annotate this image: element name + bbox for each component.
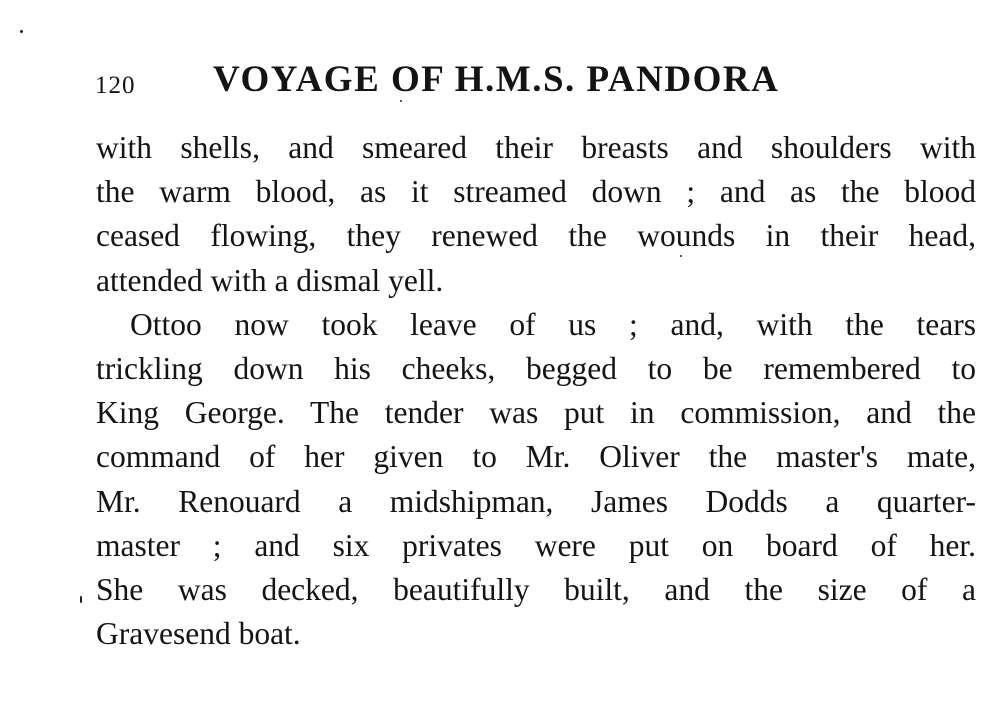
text-line: Mr. Renouard a midshipman, James Dodds a quarter-	[96, 483, 976, 519]
scan-speck	[400, 100, 402, 102]
paragraph-first-line: Ottoo now took leave of us ; and, with the tears	[130, 306, 976, 342]
body-text	[96, 126, 976, 656]
text-line: trickling down his cheeks, begged to be remembered to	[96, 350, 976, 386]
text-line: attended with a dismal yell.	[96, 262, 444, 298]
running-title: VOYAGE OF H.M.S. PANDORA	[213, 59, 780, 100]
scan-speck	[80, 596, 82, 603]
text-line: command of her given to Mr. Oliver the master's mate,	[96, 439, 976, 475]
text-line: She was decked, beautifully built, and the size of a	[96, 571, 976, 607]
scan-speck	[680, 255, 682, 257]
scan-speck	[20, 30, 23, 33]
text-line: with shells, and smeared their breasts and shoulders with	[96, 130, 976, 165]
text-line: Gravesend boat.	[96, 616, 301, 652]
page-header	[95, 52, 875, 112]
text-line: ceased flowing, they renewed the wounds in their head,	[96, 218, 976, 254]
text-line: King George. The tender was put in commission, and the	[96, 395, 976, 431]
text-line: the warm blood, as it streamed down ; and as the blood	[96, 174, 976, 210]
text-line: master ; and six privates were put on board of her.	[96, 527, 976, 563]
page-number: 120	[95, 72, 136, 99]
